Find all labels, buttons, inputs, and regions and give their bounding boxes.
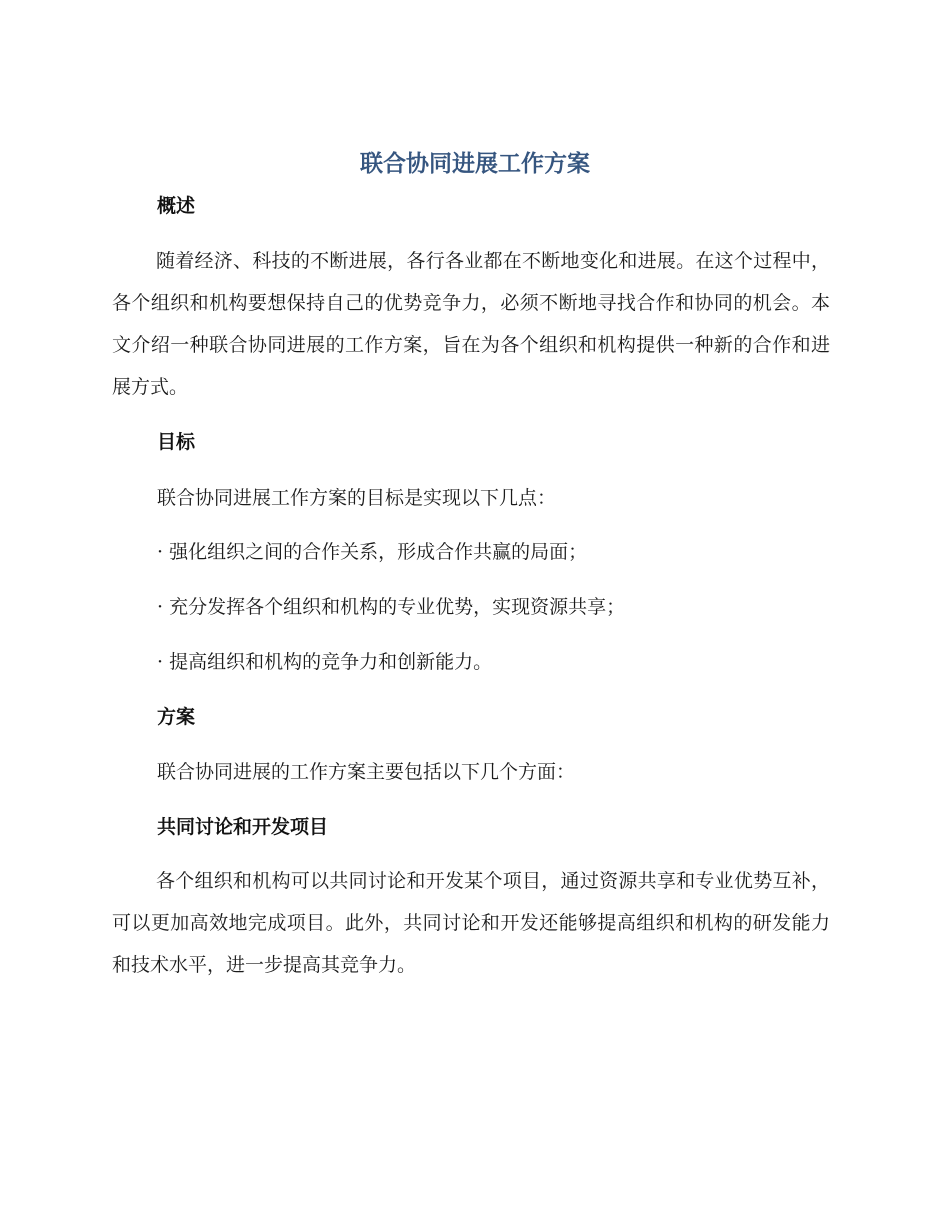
goal-list-item: · 强化组织之间的合作关系，形成合作共赢的局面；: [157, 541, 588, 563]
joint-project-paragraph: 各个组织和机构可以共同讨论和开发某个项目，通过资源共享和专业优势互补，可以更加高效地完成项目。此外，共同讨论和开发还能够提高组织和机构的研发能力和技术水平，进一步提高其竞争力。: [112, 870, 830, 976]
document-title: 联合协同进展工作方案: [360, 151, 590, 177]
goal-list-item: · 提高组织和机构的竞争力和创新能力。: [157, 651, 493, 673]
goals-intro: 联合协同进展工作方案的目标是实现以下几点：: [157, 487, 557, 509]
goal-list-item: · 充分发挥各个组织和机构的专业优势，实现资源共享；: [157, 596, 626, 618]
plan-intro: 联合协同进展的工作方案主要包括以下几个方面：: [157, 761, 576, 783]
section-heading-plan: 方案: [157, 706, 196, 728]
section-heading-joint-project: 共同讨论和开发项目: [157, 816, 329, 838]
overview-paragraph: 随着经济、科技的不断进展，各行各业都在不断地变化和进展。在这个过程中，各个组织和机构要想保持自己的优势竞争力，必须不断地寻找合作和协同的机会。本文介绍一种联合协同进展的工作方案，旨在为各个组织和机构提供一种新的合作和进展方式。: [112, 250, 830, 398]
section-heading-overview: 概述: [157, 195, 196, 217]
section-heading-goals: 目标: [157, 431, 196, 453]
